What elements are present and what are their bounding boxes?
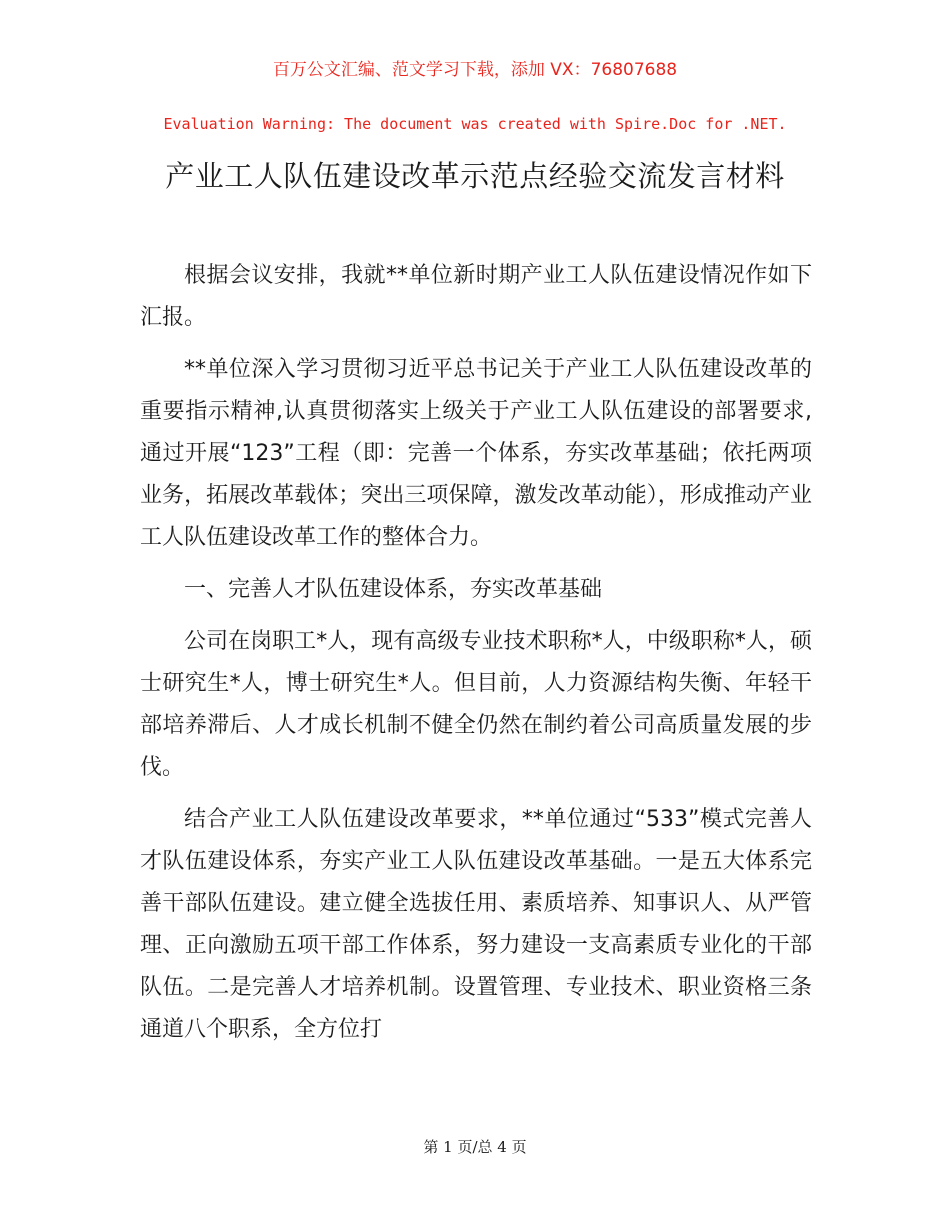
page-number: 第 1 页/总 4 页 xyxy=(423,1138,527,1156)
document-title: 产业工人队伍建设改革示范点经验交流发言材料 xyxy=(165,159,785,193)
header-banner: 百万公文汇编、范文学习下载，添加 VX：76807688 xyxy=(272,60,678,80)
document-body xyxy=(140,255,812,1061)
paragraph-intro: 根据会议安排，我就**单位新时期产业工人队伍建设情况作如下汇报。 xyxy=(140,263,812,330)
paragraph-staff-stats: 公司在岗职工*人，现有高级专业技术职称*人，中级职称*人，硕士研究生*人，博士研究生*人。但目前，人力资源结构失衡、年轻干部培养滞后、人才成长机制不健全仍然在制约着公司高质量发展的步伐。 xyxy=(140,629,812,780)
paragraph-533-model: 结合产业工人队伍建设改革要求，**单位通过“533”模式完善人才队伍建设体系，夯实产业工人队伍建设改革基础。一是五大体系完善干部队伍建设。建立健全选拔任用、素质培养、知事识人、从严管理、正向激励五项干部工作体系，努力建设一支高素质专业化的干部队伍。二是完善人才培养机制。设置管理、专业技术、职业资格三条通道八个职系，全方位打 xyxy=(140,807,812,1042)
section-heading-1: 一、完善人才队伍建设体系，夯实改革基础 xyxy=(184,577,603,602)
paragraph-overview: **单位深入学习贯彻习近平总书记关于产业工人队伍建设改革的重要指示精神,认真贯彻落实上级关于产业工人队伍建设的部署要求,通过开展“123”工程（即：完善一个体系，夯实改革基础；依托两项业务，拓展改革载体；突出三项保障，激发改革动能），形成推动产业工人队伍建设改革工作的整体合力。 xyxy=(140,357,812,550)
evaluation-warning: Evaluation Warning: The document was created with Spire.Doc for .NET. xyxy=(163,115,787,133)
